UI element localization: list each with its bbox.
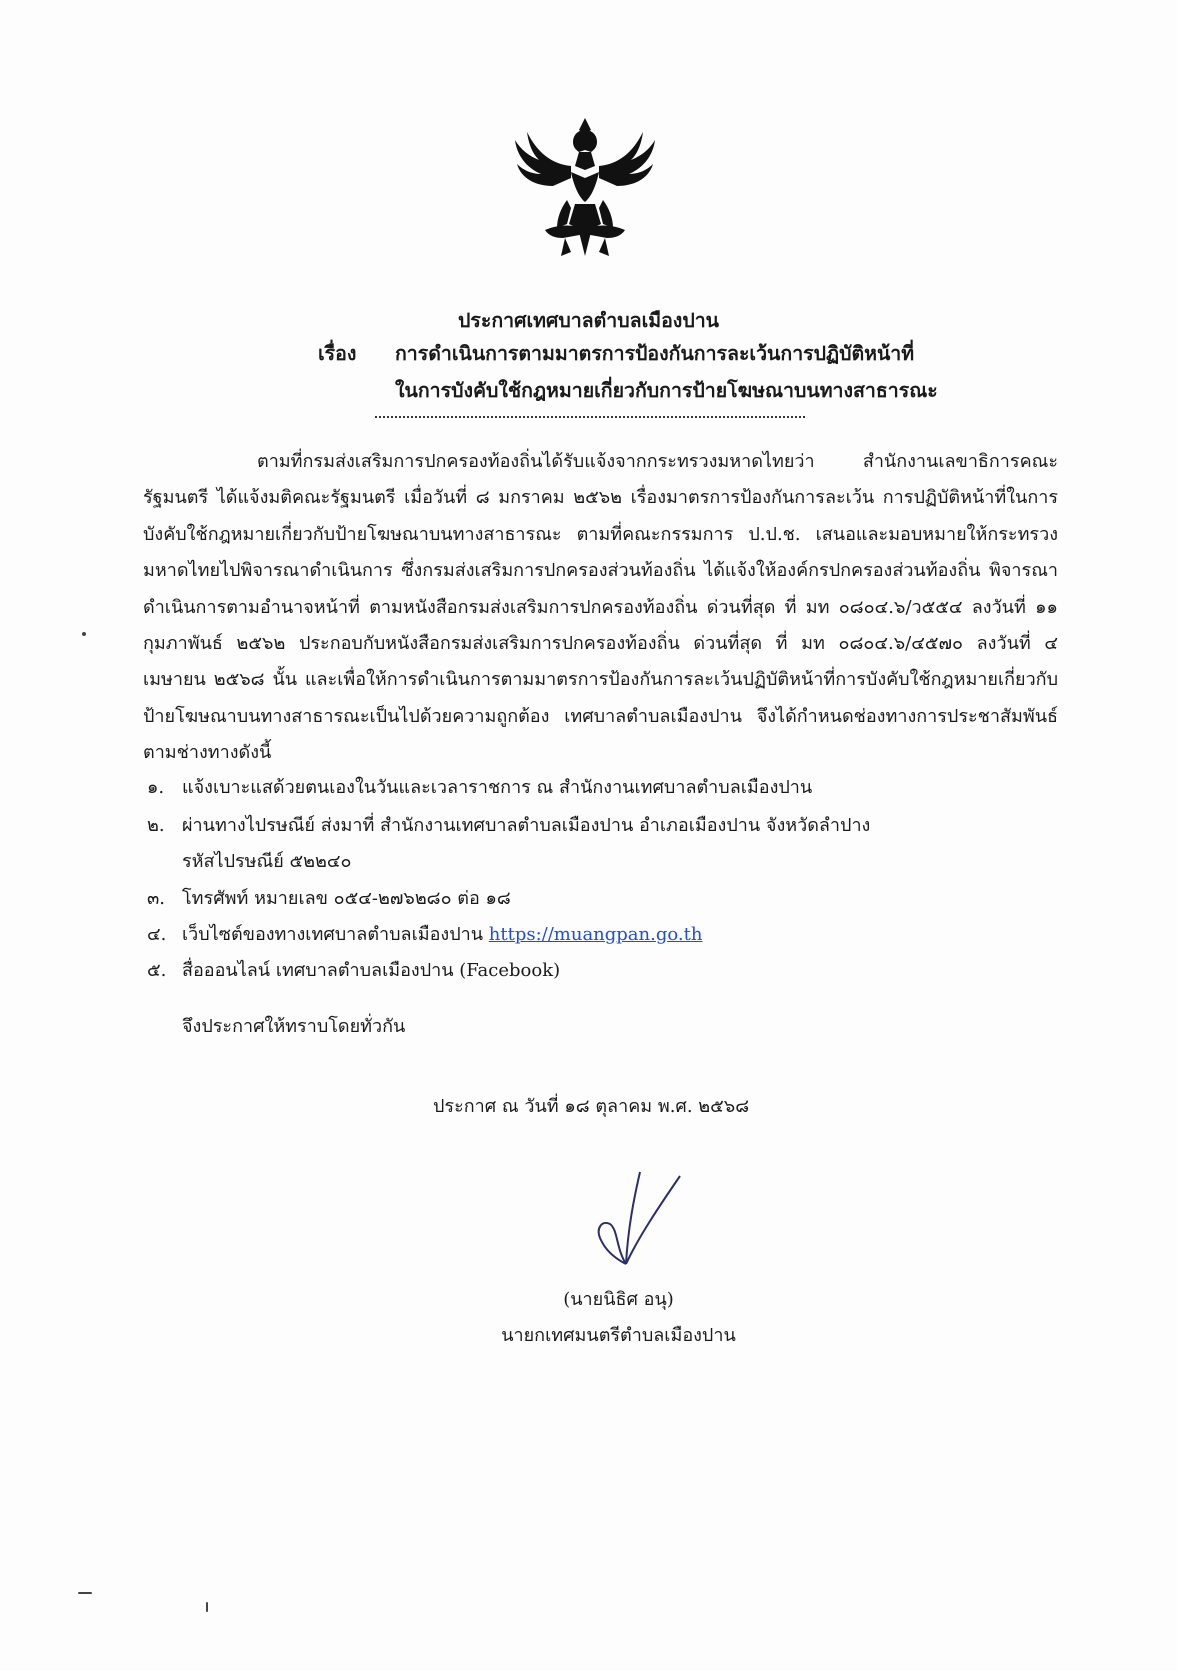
list-item-number: ๓. xyxy=(147,888,166,909)
signer-title: นายกเทศมนตรีตำบลเมืองปาน xyxy=(501,1325,736,1346)
list-item-text: รหัสไปรษณีย์ ๕๒๒๔๐ xyxy=(182,851,352,872)
body-paragraph: ตามที่กรมส่งเสริมการปกครองท้องถิ่นได้รับแจ้งจากกระทรวงมหาดไทยว่า สำนักงานเลขาธิการคณะรัฐมนตรี ได้แจ้งมติคณะรัฐมนตรี เมื่อวันที่ ๘ มกราคม ๒๕๖๒ เรื่องมาตรการป้องกันการละเว้น การปฏิบัติหน้าที่ในการบังคับใช้กฎหมายเกี่ยวกับป้ายโฆษณาบนทางสาธารณะ ตามที่คณะกรรมการ ป.ป.ช. เสนอและมอบหมายให้กระทรวงมหาดไทยไปพิจารณาดำเนินการ ซึ่งกรมส่งเสริมการปกครองส่วนท้องถิ่น ได้แจ้งให้องค์กรปกครองส่วนท้องถิ่น พิจารณาดำเนินการตามอำนาจหน้าที่ ตามหนังสือกรมส่งเสริมการปกครองท้องถิ่น ด่วนที่สุด ที่ มท ๐๘๐๔.๖/ว๕๕๔ ลงวันที่ ๑๑ กุมภาพันธ์ ๒๕๖๒ ประกอบกับหนังสือกรมส่งเสริมการปกครองท้องถิ่น ด่วนที่สุด ที่ มท ๐๘๐๔.๖/๔๕๗๐ ลงวันที่ ๔ เมษายน ๒๕๖๘ นั้น และเพื่อให้การดำเนินการตามมาตรการป้องกันการละเว้นปฏิบัติหน้าที่การบังคับใช้กฎหมายเกี่ยวกับป้ายโฆษณาบนทางสาธารณะเป็นไปด้วยความถูกต้อง เทศบาลตำบลเมืองปาน จึงได้กำหนดช่องทางการประชาสัมพันธ์ตามช่างทางดังนี้ xyxy=(143,451,1058,764)
list-item-number: ๑. xyxy=(147,777,165,798)
list-item-text: แจ้งเบาะแสด้วยตนเองในวันและเวลาราชการ ณ สำนักงานเทศบาลตำบลเมืองปาน xyxy=(182,777,813,798)
list-item-text: เว็บไซต์ของทางเทศบาลตำบลเมืองปาน xyxy=(182,924,484,945)
list-item-number: ๕. xyxy=(147,960,167,981)
list-item-number: ๔. xyxy=(147,924,167,945)
scan-speck xyxy=(78,1592,92,1594)
list-item-text: ผ่านทางไปรษณีย์ ส่งมาที่ สำนักงานเทศบาลตำบลเมืองปาน อำเภอเมืองปาน จังหวัดลำปาง xyxy=(182,815,871,836)
scan-speck xyxy=(82,632,86,636)
handwritten-signature xyxy=(588,1168,688,1278)
dotted-separator xyxy=(375,416,805,418)
garuda-emblem-icon xyxy=(505,112,665,262)
subject-line-2: ในการบังคับใช้กฎหมายเกี่ยวกับการป้ายโฆษณาบนทางสาธารณะ xyxy=(395,379,938,402)
website-link[interactable]: https://muangpan.go.th xyxy=(488,924,703,945)
announcement-title: ประกาศเทศบาลตำบลเมืองปาน xyxy=(458,309,719,332)
signer-name: (นายนิธิศ อนุ) xyxy=(563,1289,674,1310)
list-item-text-group xyxy=(182,919,702,948)
closing-statement: จึงประกาศให้ทราบโดยทั่วกัน xyxy=(182,1016,406,1037)
announcement-date: ประกาศ ณ วันที่ ๑๘ ตุลาคม พ.ศ. ๒๕๖๘ xyxy=(433,1096,750,1117)
list-item-text: สื่อออนไลน์ เทศบาลตำบลเมืองปาน (Facebook) xyxy=(182,960,561,981)
subject-label: เรื่อง xyxy=(318,342,357,365)
subject-line-1: การดำเนินการตามมาตรการป้องกันการละเว้นการปฏิบัติหน้าที่ xyxy=(395,342,915,365)
scan-speck xyxy=(206,1602,208,1612)
list-item-number: ๒. xyxy=(147,815,165,836)
list-item-text: โทรศัพท์ หมายเลข ๐๕๔-๒๗๖๒๘๐ ต่อ ๑๘ xyxy=(182,888,511,909)
